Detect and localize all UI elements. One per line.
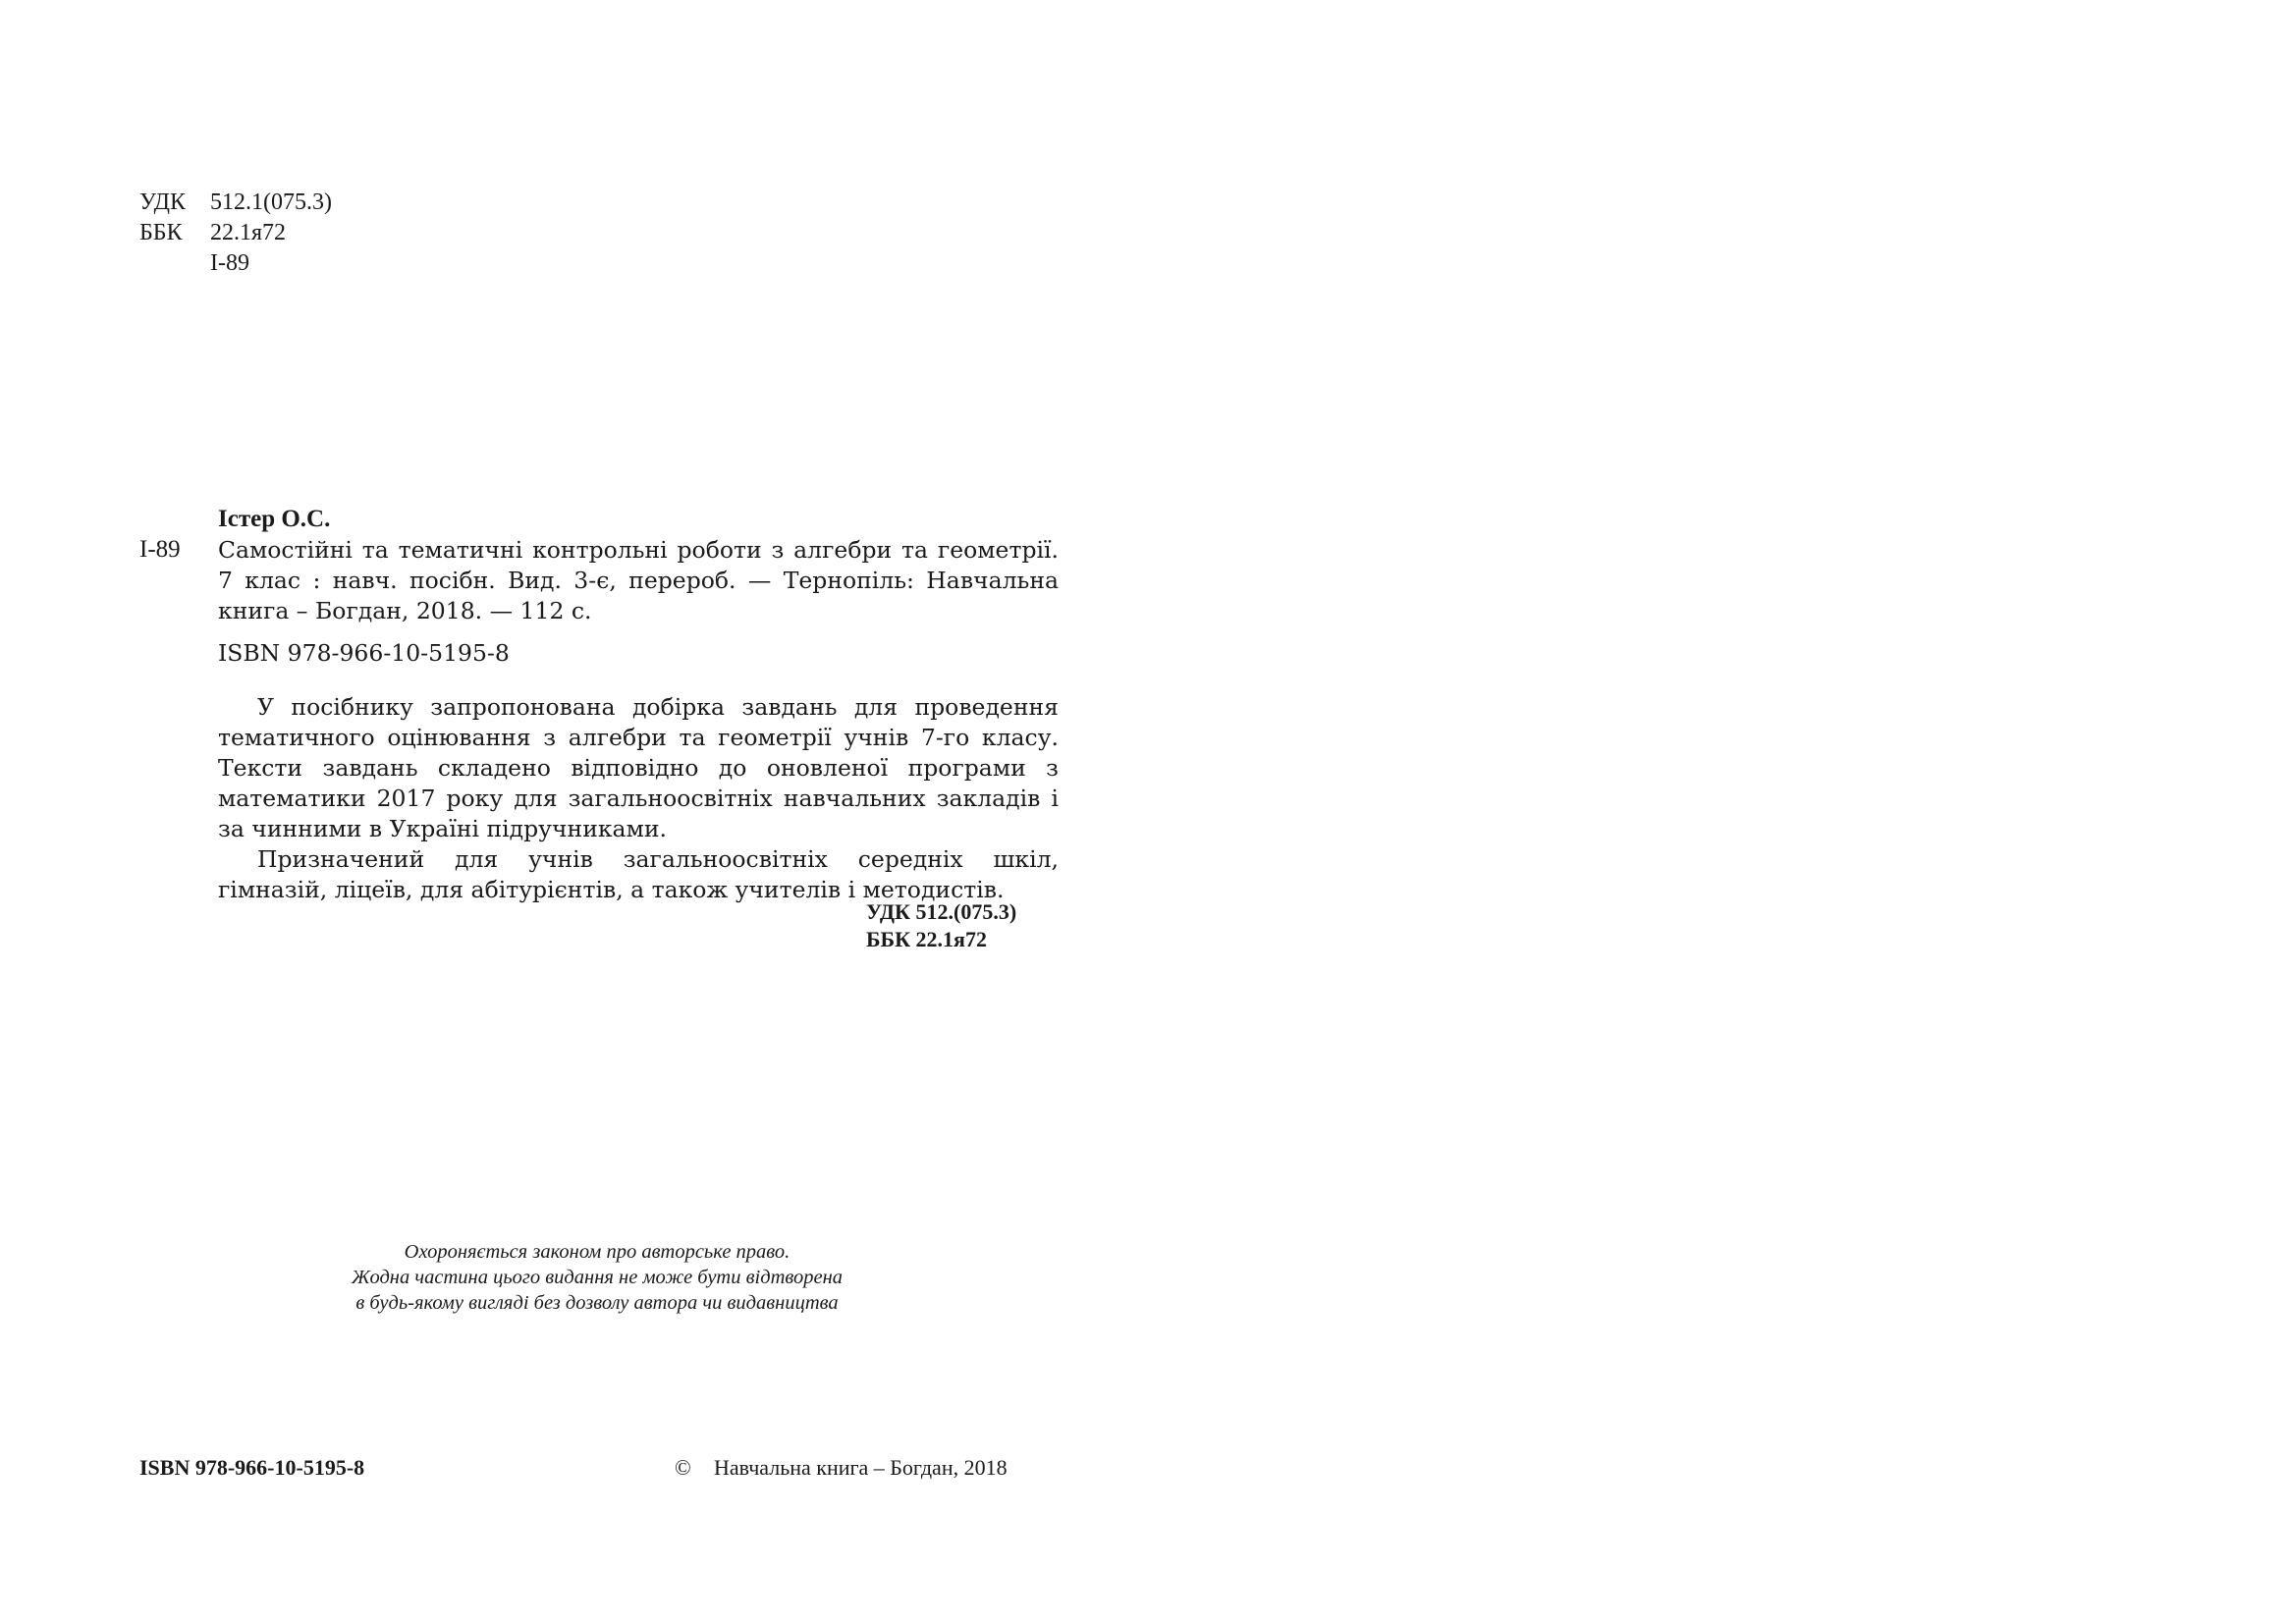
catalog-line: книга – Богдан, 2018. — 112 с. (218, 597, 592, 624)
catalog-description (218, 535, 1059, 626)
copyright-icon: © (675, 1455, 691, 1480)
annotation-paragraph: Призначений для учнів загальноосвітніх середніх шкіл, гімназій, ліцеїв, для абітурієнтів, а також учителів і методистів. (218, 845, 1059, 903)
notice-line: в будь-якому вигляді без дозволу автора чи видавництва (355, 1292, 839, 1314)
catalog-mark: І-89 (139, 536, 181, 563)
annotation-paragraph: У посібнику запропонована добірка завдань для проведення тематичного оцінювання з алгебри та геометрії учнів 7-го класу. Тексти завдань складено відповідно до оновленої програми з математики 2017 року для загальноосвітніх навчальних закладів і за чинними в Україні підручниками. (218, 693, 1059, 842)
author-mark: І-89 (210, 250, 249, 276)
catalog-isbn: ISBN 978-966-10-5195-8 (218, 639, 510, 667)
udk-label: УДК (139, 189, 186, 215)
bbk-label: ББК (139, 220, 183, 245)
udk-value: 512.1(075.3) (210, 189, 332, 215)
catalog-line: Самостійні та тематичні контрольні роботи з алгебри та геометрії. (218, 536, 1059, 564)
catalog-author: Істер О.С. (218, 506, 331, 532)
footer-copyright (675, 1455, 1008, 1481)
annotation-codes (866, 898, 1016, 953)
notice-line: Жодна частина цього видання не може бути відтворена (351, 1267, 844, 1288)
bbk-value: 22.1я72 (210, 220, 287, 245)
footer-isbn: ISBN 978-966-10-5195-8 (139, 1455, 365, 1480)
annotation-bbk-code: ББК 22.1я72 (866, 927, 987, 951)
annotation (218, 692, 1059, 905)
footer-copyright-text: Навчальна книга – Богдан, 2018 (714, 1455, 1008, 1480)
annotation-udk-code: УДК 512.(075.3) (866, 899, 1017, 924)
catalog-line: 7 клас : навч. посібн. Вид. 3-є, перероб. — Тернопіль: Навчальна (218, 567, 1059, 594)
copyright-notice (253, 1239, 941, 1316)
notice-line: Охороняється законом про авторське право. (404, 1241, 790, 1263)
